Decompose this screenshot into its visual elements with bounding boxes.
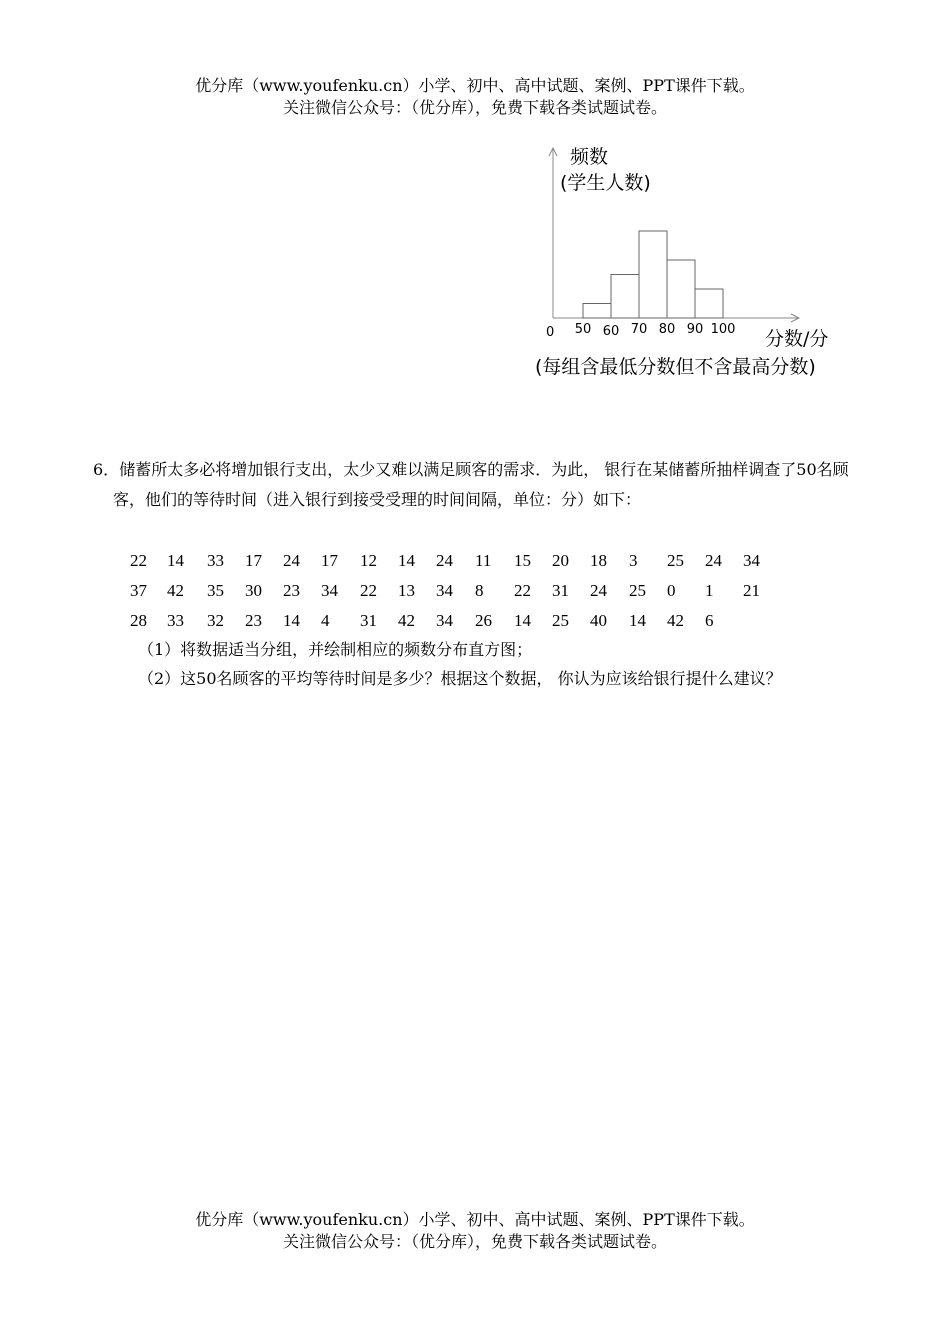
- data-value: 32: [207, 611, 224, 630]
- sub-question-2: （2）这50名顾客的平均等待时间是多少？根据这个数据， 你认为应该给银行提什么建议？: [138, 669, 782, 688]
- x-tick-label-90: 90: [686, 322, 704, 337]
- data-value: 24: [705, 551, 722, 570]
- data-value: 25: [552, 611, 569, 630]
- footer-line-1: 优分库（www.youfenku.cn）小学、初中、高中试题、案例、PPT课件下载。: [195, 1210, 755, 1229]
- data-value: 24: [283, 551, 300, 570]
- data-value: 15: [514, 551, 531, 570]
- data-value: 22: [360, 581, 377, 600]
- x-tick-label-60: 60: [602, 324, 620, 339]
- histogram-bar-60-70: [611, 275, 639, 319]
- header-line-2: 关注微信公众号：（优分库），免费下载各类试题试卷。: [282, 98, 667, 117]
- data-value: 42: [167, 581, 184, 600]
- histogram-bar-50-60: [583, 304, 611, 319]
- data-value: 26: [475, 611, 492, 630]
- data-value: 34: [321, 581, 338, 600]
- data-value: 34: [436, 611, 453, 630]
- data-value: 31: [552, 581, 569, 600]
- data-value: 14: [629, 611, 646, 630]
- origin-label: 0: [546, 325, 555, 340]
- data-value: 40: [590, 611, 607, 630]
- data-value: 28: [130, 611, 147, 630]
- data-value: 14: [167, 551, 184, 570]
- data-value: 42: [398, 611, 415, 630]
- data-value: 12: [360, 551, 377, 570]
- data-value: 42: [667, 611, 684, 630]
- data-value: 23: [283, 581, 300, 600]
- data-value: 25: [629, 581, 646, 600]
- data-value: 17: [245, 551, 262, 570]
- data-value: 22: [130, 551, 147, 570]
- data-value: 11: [475, 551, 492, 570]
- data-value: 4: [321, 611, 330, 630]
- footer-line-2: 关注微信公众号：（优分库），免费下载各类试题试卷。: [282, 1232, 667, 1251]
- data-value: 37: [130, 581, 147, 600]
- histogram-chart: [530, 140, 870, 385]
- x-axis-label: 分数/分: [765, 328, 829, 350]
- x-tick-label-70: 70: [630, 322, 648, 337]
- data-value: 33: [207, 551, 224, 570]
- header-banner: [0, 75, 950, 119]
- data-value: 18: [590, 551, 607, 570]
- data-value: 14: [514, 611, 531, 630]
- data-value: 13: [398, 581, 415, 600]
- x-tick-label-80: 80: [658, 322, 676, 337]
- histogram-bar-70-80: [639, 231, 667, 318]
- data-value: 1: [705, 581, 714, 600]
- data-value: 24: [590, 581, 607, 600]
- data-value: 14: [398, 551, 415, 570]
- data-value: 21: [743, 581, 760, 600]
- data-value: 34: [436, 581, 453, 600]
- data-value: 0: [667, 581, 676, 600]
- data-value: 17: [321, 551, 338, 570]
- data-value: 22: [514, 581, 531, 600]
- x-tick-label-100: 100: [710, 322, 736, 337]
- data-value: 25: [667, 551, 684, 570]
- sub-question-1: （1）将数据适当分组，并绘制相应的频数分布直方图；: [138, 640, 533, 659]
- y-axis-label-line-2: (学生人数): [560, 172, 651, 194]
- data-value: 23: [245, 611, 262, 630]
- question-number: 6．: [93, 460, 120, 479]
- y-axis-label-line-1: 频数: [570, 146, 609, 168]
- histogram-bar-90-100: [695, 289, 723, 318]
- data-value: 3: [629, 551, 638, 570]
- data-value: 35: [207, 581, 224, 600]
- data-value: 34: [743, 551, 760, 570]
- histogram-bar-80-90: [667, 260, 695, 318]
- header-line-1: 优分库（www.youfenku.cn）小学、初中、高中试题、案例、PPT课件下载。: [195, 76, 755, 95]
- bin-rule-note: (每组含最低分数但不含最高分数): [535, 356, 816, 378]
- data-value: 30: [245, 581, 262, 600]
- data-value: 33: [167, 611, 184, 630]
- question-6: [93, 455, 863, 515]
- data-value: 31: [360, 611, 377, 630]
- x-tick-label-50: 50: [574, 322, 592, 337]
- data-value: 24: [436, 551, 453, 570]
- footer-banner: [0, 1209, 950, 1253]
- question-stem: 储蓄所太多必将增加银行支出，太少又难以满足顾客的需求．为此， 银行在某储蓄所抽样调查了50名顾客，他们的等待时间（进入银行到接受受理的时间间隔，单位：分）如下：: [113, 460, 849, 509]
- data-value: 8: [475, 581, 484, 600]
- data-value: 14: [283, 611, 300, 630]
- data-value: 6: [705, 611, 714, 630]
- data-value: 20: [552, 551, 569, 570]
